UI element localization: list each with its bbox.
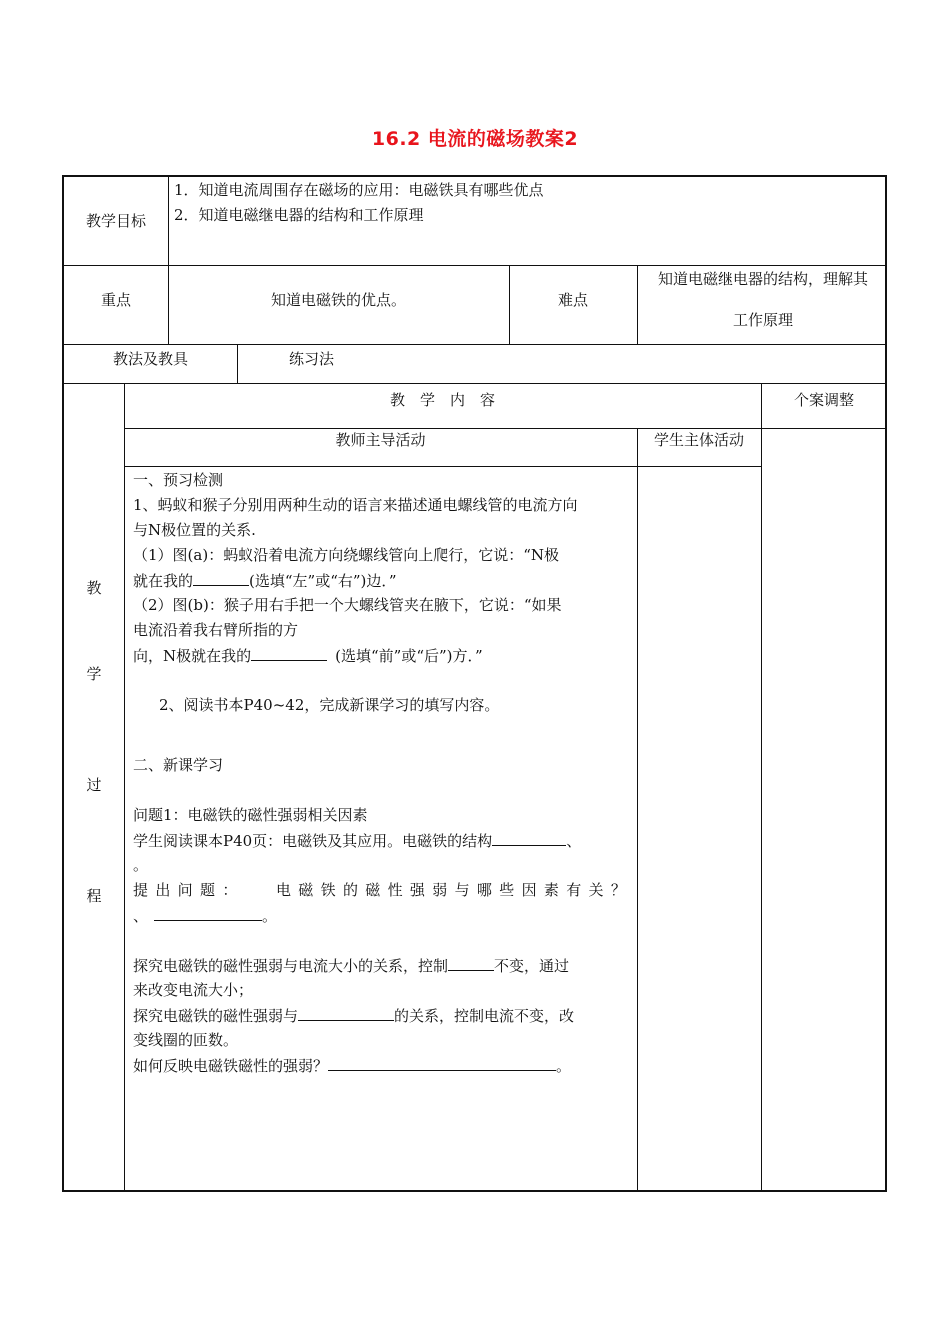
text-segment: 不变，通过 <box>494 957 570 975</box>
ask-char: 提 <box>133 881 149 899</box>
section-title: 一、预习检测 <box>133 471 224 489</box>
ask-char: 弱 <box>432 881 448 899</box>
question-text: 2、阅读书本P40~42，完成新课学习的填写内容。 <box>159 696 500 714</box>
ask-char: 关 <box>588 881 604 899</box>
ask-char: 有 <box>566 881 582 899</box>
answer-blank[interactable] <box>328 1055 556 1071</box>
ask-char: ： <box>222 881 238 899</box>
question-text <box>133 645 483 666</box>
ask-char: 的 <box>342 881 358 899</box>
ask-char: 问 <box>177 881 193 899</box>
process-side-char: 学 <box>86 665 102 683</box>
difficulty-label: 难点 <box>557 291 588 309</box>
question-text: 与N极位置的关系. <box>133 521 256 539</box>
row-divider <box>64 344 887 345</box>
goals-label: 教学目标 <box>85 212 146 230</box>
answer-blank[interactable] <box>448 955 494 971</box>
column-divider <box>237 344 238 384</box>
ask-char: 题 <box>199 881 215 899</box>
text-segment: 。 <box>262 907 278 925</box>
explore-text <box>133 955 569 976</box>
question-text: （2）图(b)：猴子用右手把一个大螺线管夹在腋下，它说：“如果 <box>133 596 562 614</box>
ask-char: 性 <box>387 881 403 899</box>
text-segment: 。 <box>556 1057 572 1075</box>
ask-char: 因 <box>521 881 537 899</box>
column-divider <box>761 383 762 1192</box>
problem-text: 。 <box>133 856 149 874</box>
explore-text <box>133 1055 571 1076</box>
ask-char: 哪 <box>476 881 492 899</box>
goal-item: 1．知道电流周围存在磁场的应用：电磁铁具有哪些优点 <box>174 181 544 199</box>
problem-title: 问题1：电磁铁的磁性强弱相关因素 <box>133 806 368 824</box>
ask-char: 些 <box>499 881 515 899</box>
explore-text: 来改变电流大小； <box>133 981 254 999</box>
ask-char: 强 <box>409 881 425 899</box>
answer-blank[interactable] <box>154 905 262 921</box>
column-divider <box>168 177 169 345</box>
answer-blank[interactable] <box>251 645 327 661</box>
ask-char: ？ <box>610 881 626 899</box>
student-header: 学生主体活动 <box>653 431 744 449</box>
adjust-header: 个案调整 <box>793 391 854 409</box>
difficulty-text: 工作原理 <box>732 311 793 329</box>
column-divider <box>124 383 125 1192</box>
text-segment: 探究电磁铁的磁性强弱与 <box>133 1007 299 1025</box>
problem-text <box>133 830 581 851</box>
row-divider <box>64 265 887 266</box>
explore-text <box>133 1005 574 1026</box>
document-title: 16.2 电流的磁场教案2 <box>371 128 579 150</box>
process-side-char: 教 <box>86 579 102 597</box>
process-side-char: 程 <box>86 887 102 905</box>
text-segment: 向，N极就在我的 <box>133 647 252 665</box>
content-header: 教 学 内 容 <box>389 391 495 409</box>
row-divider <box>124 466 761 467</box>
text-segment: 如何反映电磁铁磁性的强弱？ <box>133 1057 329 1075</box>
problem-text <box>133 905 277 926</box>
text-segment: 的关系，控制电流不变，改 <box>394 1007 575 1025</box>
answer-blank[interactable] <box>298 1005 394 1021</box>
ask-char: 磁 <box>298 881 314 899</box>
ask-char: 电 <box>275 881 291 899</box>
row-divider <box>124 428 887 429</box>
ask-line <box>133 880 626 900</box>
text-segment: 、 <box>133 907 149 925</box>
answer-blank[interactable] <box>193 570 249 586</box>
difficulty-text: 知道电磁继电器的结构，理解其 <box>657 270 868 288</box>
question-text: 电流沿着我右臂所指的方 <box>133 621 299 639</box>
ask-char: 磁 <box>365 881 381 899</box>
ask-char: 出 <box>155 881 171 899</box>
section-title: 二、新课学习 <box>133 756 224 774</box>
process-side-char: 过 <box>86 776 102 794</box>
question-text: 1、蚂蚁和猴子分别用两种生动的语言来描述通电螺线管的电流方向 <box>133 496 578 514</box>
key-point-text: 知道电磁铁的优点。 <box>270 291 406 309</box>
key-point-label: 重点 <box>100 291 131 309</box>
row-divider <box>64 383 887 384</box>
explore-text: 变线圈的匝数。 <box>133 1031 239 1049</box>
text-segment: (选填“前”或“后”)方．” <box>335 647 483 665</box>
ask-char: 素 <box>543 881 559 899</box>
ask-char: 与 <box>454 881 470 899</box>
teacher-header: 教师主导活动 <box>335 431 426 449</box>
column-divider <box>637 428 638 1192</box>
text-segment: 学生阅读课本P40页：电磁铁及其应用。电磁铁的结构 <box>133 832 493 850</box>
ask-char: 铁 <box>320 881 336 899</box>
answer-blank[interactable] <box>492 830 566 846</box>
lesson-plan-table <box>62 175 887 1192</box>
goal-item: 2．知道电磁继电器的结构和工作原理 <box>174 206 424 224</box>
text-segment: 就在我的 <box>133 572 194 590</box>
question-text: （1）图(a)：蚂蚁沿着电流方向绕螺线管向上爬行，它说：“N极 <box>133 546 559 564</box>
method-label: 教法及教具 <box>112 350 188 368</box>
text-segment: (选填“左”或“右”)边．” <box>249 572 397 590</box>
text-segment: 、 <box>566 832 582 850</box>
method-text: 练习法 <box>289 350 335 368</box>
question-text <box>133 570 397 591</box>
text-segment: 探究电磁铁的磁性强弱与电流大小的关系，控制 <box>133 957 449 975</box>
